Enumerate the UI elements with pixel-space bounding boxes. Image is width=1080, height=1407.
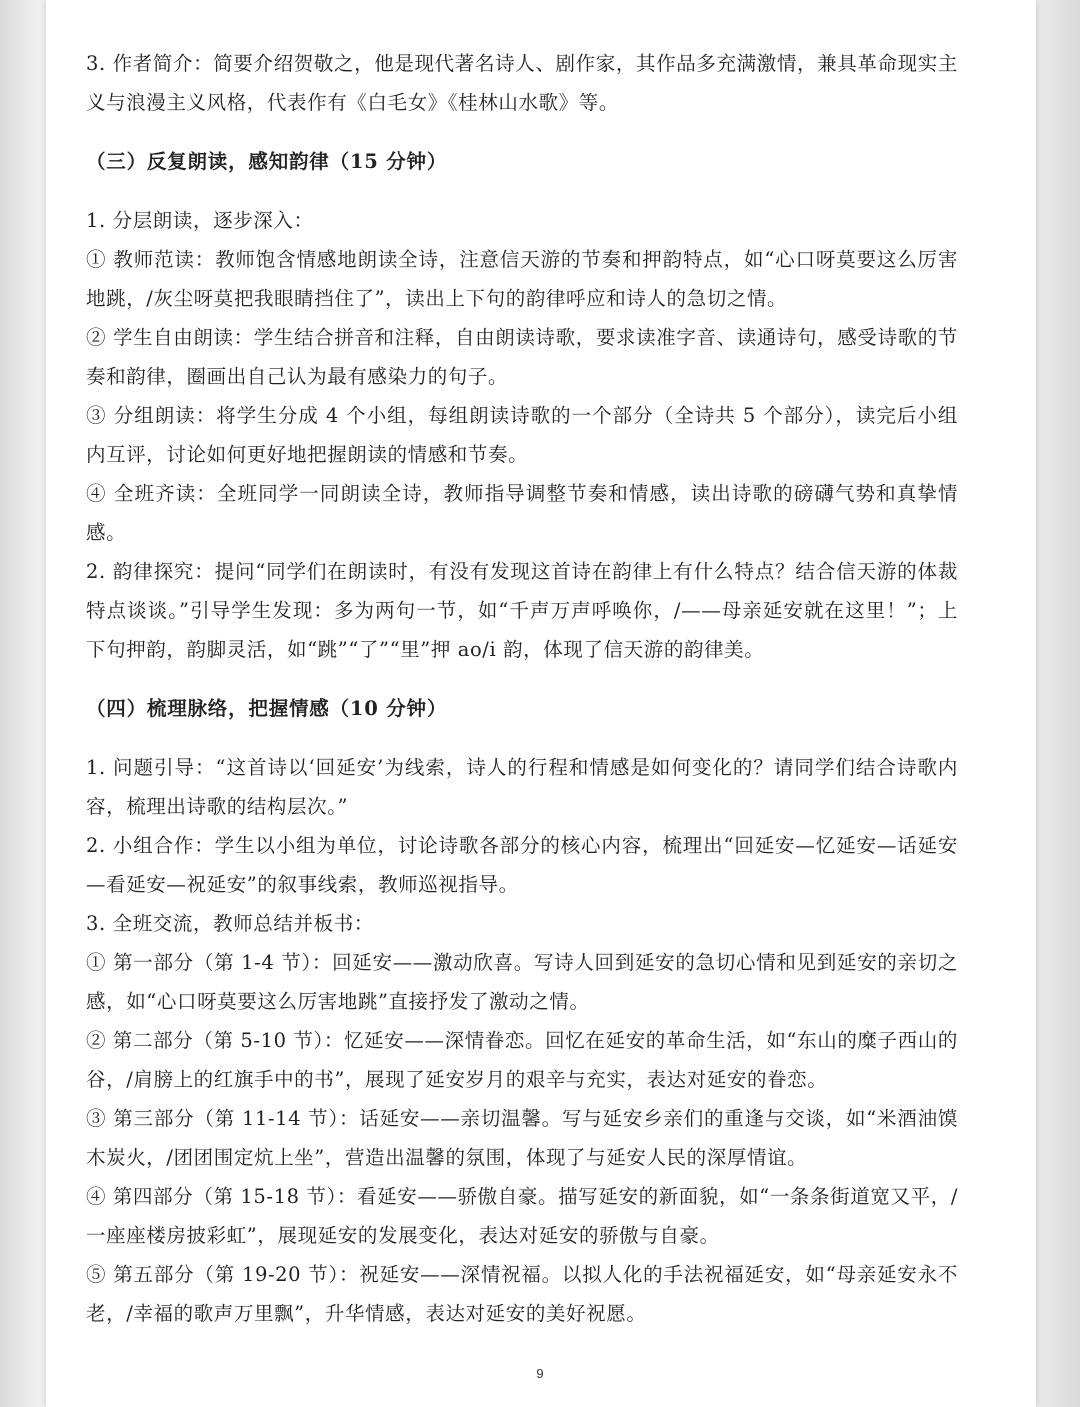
paragraph-class-exchange: 3. 全班交流，教师总结并板书： [86, 912, 374, 935]
paragraph-part-three: ③ 第三部分（第 11-14 节）：话延安——亲切温馨。写与延安乡亲们的重逢与交谈，如“米酒油馍木炭火，/团团围定炕上坐”，营造出温馨的氛围，体现了与延安人民的深厚情谊。 [86, 1107, 958, 1169]
paragraph-part-five: ⑤ 第五部分（第 19-20 节）：祝延安——深情祝福。以拟人化的手法祝福延安，如“母亲延安永不老，/幸福的歌声万里飘”，升华情感，表达对延安的美好祝愿。 [86, 1263, 958, 1325]
section-heading-3: （三）反复朗读，感知韵律（15 分钟） [86, 150, 448, 173]
paragraph-rhythm-exploration: 2. 韵律探究：提问“同学们在朗读时，有没有发现这首诗在韵律上有什么特点？结合信天游的体裁特点谈谈。”引导学生发现：多为两句一节，如“千声万声呼唤你，/——母亲延安就在这里！”；上下句押韵，韵脚灵活，如“跳”“了”“里”押 ao/i 韵，体现了信天游的韵律美。 [86, 560, 958, 661]
paragraph-teacher-reading: ① 教师范读：教师饱含情感地朗读全诗，注意信天游的节奏和押韵特点，如“心口呀莫要这么厉害地跳，/灰尘呀莫把我眼睛挡住了”，读出上下句的韵律呼应和诗人的急切之情。 [86, 248, 958, 310]
paragraph-group-reading: ③ 分组朗读：将学生分成 4 个小组，每组朗读诗歌的一个部分（全诗共 5 个部分），读完后小组内互评，讨论如何更好地把握朗读的情感和节奏。 [86, 404, 958, 466]
page-number: 9 [536, 1366, 544, 1381]
paragraph-free-reading: ② 学生自由朗读：学生结合拼音和注释，自由朗读诗歌，要求读准字音、读通诗句，感受诗歌的节奏和韵律，圈画出自己认为最有感染力的句子。 [86, 326, 958, 388]
paragraph-part-four: ④ 第四部分（第 15-18 节）：看延安——骄傲自豪。描写延安的新面貌，如“一条条街道宽又平，/一座座楼房披彩虹”，展现延安的发展变化，表达对延安的骄傲与自豪。 [86, 1185, 958, 1247]
paragraph-class-reading: ④ 全班齐读：全班同学一同朗读全诗，教师指导调整节奏和情感，读出诗歌的磅礴气势和真挚情感。 [86, 482, 958, 544]
paragraph-part-two: ② 第二部分（第 5-10 节）：忆延安——深情眷恋。回忆在延安的革命生活，如“东山的糜子西山的谷，/肩膀上的红旗手中的书”，展现了延安岁月的艰辛与充实，表达对延安的眷恋。 [86, 1029, 958, 1091]
paragraph-question-guide: 1. 问题引导：“这首诗以‘回延安’为线索，诗人的行程和情感是如何变化的？请同学们结合诗歌内容，梳理出诗歌的结构层次。” [86, 756, 958, 818]
paragraph-layered-reading: 1. 分层朗读，逐步深入： [86, 209, 314, 232]
section-heading-4: （四）梳理脉络，把握情感（10 分钟） [86, 697, 448, 720]
paragraph-part-one: ① 第一部分（第 1-4 节）：回延安——激动欣喜。写诗人回到延安的急切心情和见到延安的亲切之感，如“心口呀莫要这么厉害地跳”直接抒发了激动之情。 [86, 951, 958, 1013]
paragraph-group-cooperation: 2. 小组合作：学生以小组为单位，讨论诗歌各部分的核心内容，梳理出“回延安—忆延安—话延安—看延安—祝延安”的叙事线索，教师巡视指导。 [86, 834, 958, 896]
page-content [86, 44, 958, 1333]
paragraph-author-intro: 3. 作者简介：简要介绍贺敬之，他是现代著名诗人、剧作家，其作品多充满激情，兼具革命现实主义与浪漫主义风格，代表作有《白毛女》《桂林山水歌》等。 [86, 52, 958, 114]
